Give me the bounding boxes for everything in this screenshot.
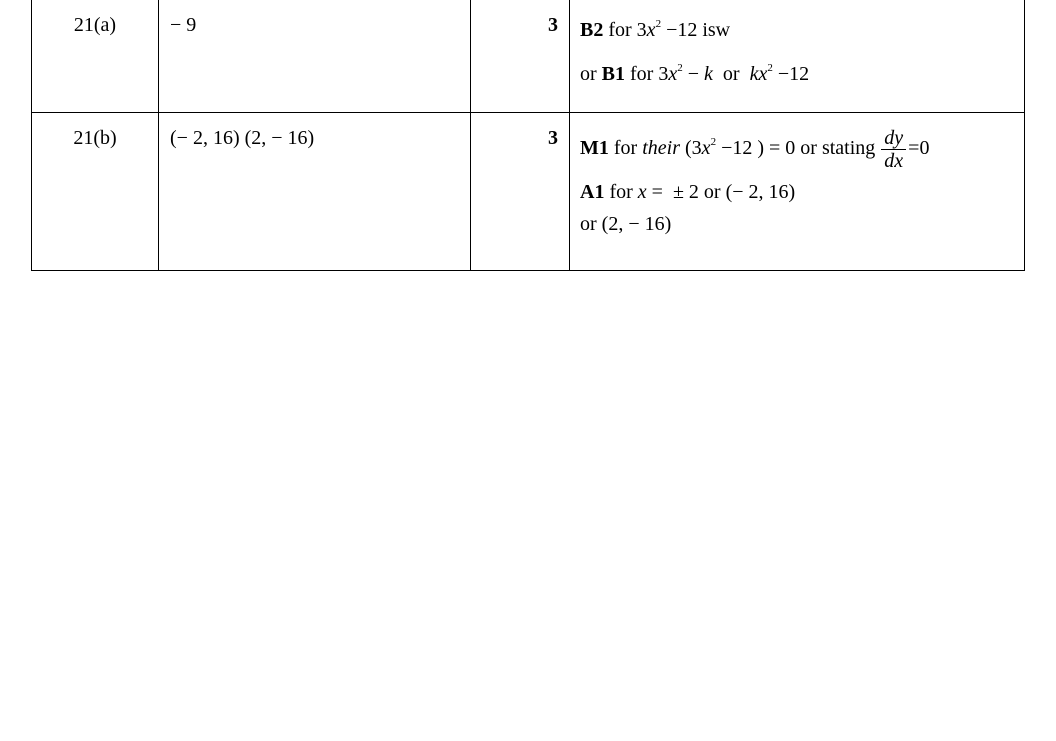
answer-cell: − 9 (159, 0, 471, 113)
question-number: 21(a) (32, 0, 159, 113)
guidance-line: A1 for x = ± 2 or (− 2, 16) (580, 181, 796, 203)
answer-cell: (− 2, 16) (2, − 16) (159, 113, 471, 271)
question-number: 21(b) (32, 113, 159, 271)
guidance-cell (570, 0, 1025, 113)
guidance-line: or B1 for $3x^2 - k$ or $kx^2 -12$ (580, 62, 810, 85)
guidance-line: M1 for their ($3x^2 -12$ ) = 0 or stating $\frac{dy}{dx}$ =0 (580, 127, 930, 172)
guidance-cell (570, 113, 1025, 271)
derivative-fraction: $\frac{dy}{dx}$ (881, 127, 906, 172)
table-row (32, 113, 1025, 271)
marks-cell: 3 (471, 113, 570, 271)
mark-code: B2 (580, 19, 604, 41)
mark-scheme-table (31, 0, 1025, 271)
mark-code: M1 (580, 137, 609, 160)
marks-cell: 3 (471, 0, 570, 113)
guidance-line: B2 for $3x^2 -12$ isw (580, 18, 731, 41)
mark-code: B1 (601, 63, 626, 85)
table-row (32, 0, 1025, 113)
guidance-line: or (2, − 16) (580, 213, 672, 235)
mark-code: A1 (580, 181, 605, 203)
